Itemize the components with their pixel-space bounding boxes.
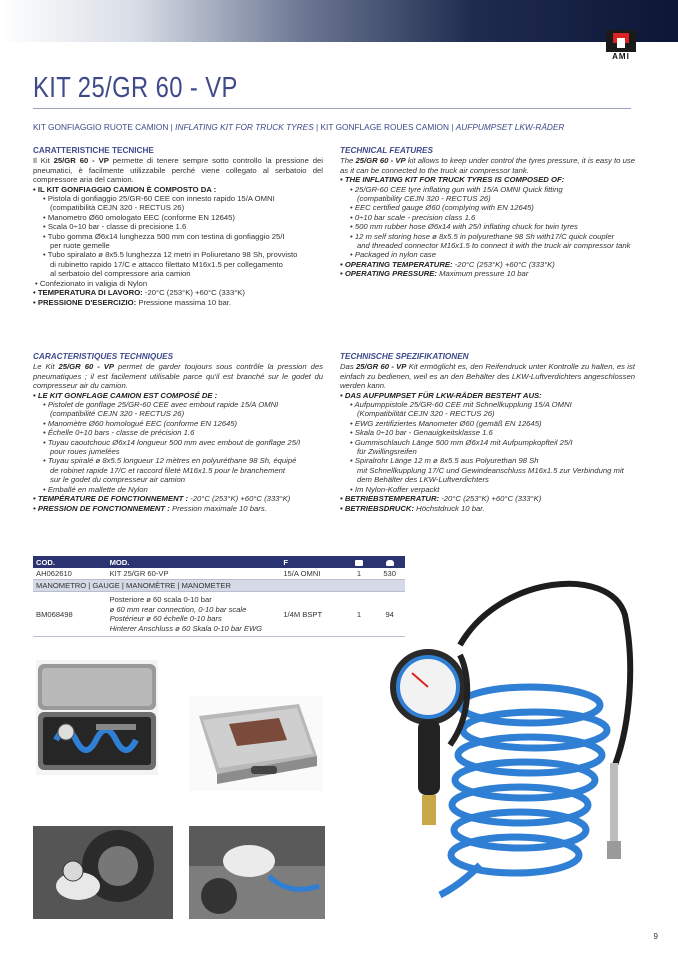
usage-photo-1 [33, 826, 173, 919]
section-intro: Le Kit 25/GR 60 - VP permet de garder toujours sous contrôle la pression des pneumatiques ; il est facilement utilisable parce qu'il est branché sur le godet du compresseur air du camion. [33, 362, 323, 391]
table-row: AH062610 KIT 25/GR 60-VP 15/A OMNI 1 530 [33, 568, 405, 580]
pressure-line: • OPERATING PRESSURE: Maximum pressure 10 bar [340, 269, 635, 278]
subtitle-en: INFLATING KIT FOR TRUCK TYRES [175, 122, 314, 132]
list-item: • 25/GR-60 CEE tyre inflating gun with 15/A OMNI Quick fitting (compatibility CEJN 320 - RECTUS 26) [350, 185, 635, 204]
english-section [340, 146, 635, 279]
open-case-photo [36, 660, 158, 775]
kit-label: • DAS AUFPUMPSET FÜR LKW-RÄDER BESTEHT AUS: [340, 391, 635, 400]
section-intro: Das 25/GR 60 - VP Kit ermöglicht es, den Reifendruck unter Kontrolle zu halten, es ist einfach zu bedienen, weil es an den Behälter des LKW-Luftverdichters angeschlossen werden kann. [340, 362, 635, 391]
product-table [33, 556, 405, 637]
table-row: BM068498 Posteriore ø 60 scala 0-10 bar ø 60 mm rear connection, 0-10 bar scale Postérieur ø 60 échelle 0-10 bars Hinterer Anschluss ø 60 Skala 0-10 bar EWG 1/4M BSPT 1 94 [33, 592, 405, 637]
subtitle: KIT GONFIAGGIO RUOTE CAMION | INFLATING KIT FOR TRUCK TYRES | KIT GONFLAGE ROUES CAMION | AUFPUMPSET LKW-RÄDER [33, 122, 565, 132]
section-heading: CARACTERISTIQUES TECHNIQUES [33, 352, 174, 361]
temp-line: • BETRIEBSTEMPERATUR: -20°C (253°K) +60°C (333°K) [340, 494, 635, 503]
kit-items [33, 194, 323, 279]
list-item: • 12 m self storing hose ø 8x5.5 in polyurethane 98 Sh with17/C quick coupler and threaded connector M16x1.5 to connect it with the truck air compressor tank [350, 232, 635, 251]
french-section [33, 352, 323, 513]
list-item: • EEC certified gauge Ø60 (complying with EN 12645) [350, 203, 635, 212]
list-item: • Pistolet de gonflage 25/GR-60 CEE avec embout rapide 15/A OMNI (compatibilité CEJN 320 - RECTUS 26) [43, 400, 323, 419]
list-item: • Gummischlauch Länge 500 mm Ø6x14 mit Aufpumpkopfteil 25/I für Zwillingsreifen [350, 438, 635, 457]
list-item: • 0÷10 bar scale - precision class 1.6 [350, 213, 635, 222]
pressure-line: • PRESSION DE FONCTIONNEMENT : Pression maximale 10 bars. [33, 504, 323, 513]
list-item: • EWG zertifiziertes Manometer Ø60 (gemäß EN 12645) [350, 419, 635, 428]
kit-label: • LE KIT GONFLAGE CAMION EST COMPOSÉ DE : [33, 391, 323, 400]
section-intro: The 25/GR 60 - VP kit allows to keep under control the tyres pressure, it is easy to use as it can be connected to the truck air compressor tank. [340, 156, 636, 175]
col-weight [374, 556, 405, 568]
pressure-line: • PRESSIONE D'ESERCIZIO: Pressione massima 10 bar. [33, 298, 323, 307]
section-heading: TECHNICAL FEATURES [340, 146, 433, 155]
temp-line: • TEMPERATURA DI LAVORO: -20°C (253°K) +60°C (333°K) [33, 288, 323, 297]
temp-line: • TEMPÉRATURE DE FONCTIONNEMENT : -20°C (253°K) +60°C (333°K) [33, 494, 323, 503]
list-item: • Scala 0÷10 bar - classe di precisione 1.6 [43, 222, 323, 231]
temp-line: • OPERATING TEMPERATURE: -20°C (253°K) +60°C (333°K) [340, 260, 635, 269]
brand-logo [606, 30, 636, 62]
page-title: KIT 25/GR 60 - VP [33, 72, 238, 104]
list-item: • Im Nylon-Koffer verpackt [350, 485, 635, 494]
page-number: 9 [653, 932, 658, 941]
italian-section [33, 146, 323, 307]
list-item: • Échelle 0÷10 bars - classe de précision 1.6 [43, 428, 323, 437]
col-mod: MOD. [107, 556, 281, 568]
list-item: • Pistola di gonfiaggio 25/GR-60 CEE con innesto rapido 15/A OMNI (compatibilità CEJN 320 - RECTUS 26) [43, 194, 323, 213]
pressure-line: • BETRIEBSDRUCK: Höchstdruck 10 bar. [340, 504, 635, 513]
list-item: • Manometro Ø60 omologato EEC (conforme EN 12645) [43, 213, 323, 222]
list-item: • Aufpumppistole 25/GR-60 CEE mit Schnellkupplung 15/A OMNI (Kompatibilität CEJN 320 - RECTUS 26) [350, 400, 635, 419]
top-banner [0, 0, 678, 42]
subtitle-it: KIT GONFIAGGIO RUOTE CAMION [33, 122, 169, 132]
product-image [360, 575, 660, 905]
weight-icon [386, 560, 394, 566]
kit-items [33, 400, 323, 494]
list-item: • Tuyau spiralé ø 8x5.5 longueur 12 mètres en polyuréthane 98 Sh, équipé de robinet rapide 17/C et raccord fileté M16x1.5 pour le branchement sur le godet du compresseur air camion [43, 456, 323, 484]
section-heading: CARATTERISTICHE TECNICHE [33, 146, 154, 155]
table-group-row: MANOMETRO | GAUGE | MANOMÈTRE | MANOMETER [33, 580, 405, 592]
list-item: • Tubo gomma Ø6x14 lunghezza 500 mm con testina di gonfiaggio 25/I per ruote gemelle [43, 232, 323, 251]
section-intro: Il Kit 25/GR 60 - VP permette di tenere sempre sotto controllo la pressione dei pneumatici, è facilmente utilizzabile perché viene collegato al serbatoio del compressore aria del camion. [33, 156, 323, 185]
list-item: • Tubo spiralato ø 8x5.5 lunghezza 12 metri in Poliuretano 98 Sh, provvisto di rubinetto rapido 17/C e attacco filettato M16x1.5 per collegamento al serbatoio del compressore aria camion [43, 250, 323, 278]
kit-items [340, 400, 635, 494]
col-cod: COD. [33, 556, 107, 568]
subtitle-fr: KIT GONFLAGE ROUES CAMION [320, 122, 449, 132]
list-item: • Skala 0÷10 bar - Genauigkeitsklasse 1.6 [350, 428, 635, 437]
list-item: • Spiralrohr Länge 12 m ø 8x5.5 aus Polyurethan 98 Sh mit Schnellkupplung 17/C und Gewindeanschluss M16x1.5 zur Verbindung mit dem Behälter des LKW-Luftverdichters [350, 456, 635, 484]
title-divider [33, 108, 631, 109]
closed-case-photo [189, 696, 323, 791]
subtitle-de: AUFPUMPSET LKW-RÄDER [455, 122, 565, 132]
list-item: • Emballé en mallette de Nylon [43, 485, 323, 494]
col-f: F [280, 556, 343, 568]
german-section [340, 352, 635, 513]
table-header [33, 556, 405, 568]
list-item: • Tuyau caoutchouc Ø6x14 longueur 500 mm avec embout de gonflage 25/I pour roues jumelées [43, 438, 323, 457]
col-qty [344, 556, 375, 568]
kit-label: • IL KIT GONFIAGGIO CAMION È COMPOSTO DA : [33, 185, 323, 194]
list-item: • Packaged in nylon case [350, 250, 635, 259]
kit-list [33, 185, 323, 194]
logo-text: AMI [612, 52, 630, 61]
section-heading: TECHNISCHE SPEZIFIKATIONEN [340, 352, 469, 361]
list-item: • 500 mm rubber hose Ø6x14 with 25/I inflating chuck for twin tyres [350, 222, 635, 231]
box-icon [355, 560, 363, 566]
list-item: • Manomètre Ø60 homologué EEC (conforme EN 12645) [43, 419, 323, 428]
kit-label: • THE INFLATING KIT FOR TRUCK TYRES IS COMPOSED OF: [340, 175, 635, 184]
case-line: • Confezionato in valigia di Nylon [35, 278, 148, 288]
kit-items [340, 185, 635, 260]
logo-icon [606, 30, 636, 52]
usage-photo-2 [189, 826, 325, 919]
